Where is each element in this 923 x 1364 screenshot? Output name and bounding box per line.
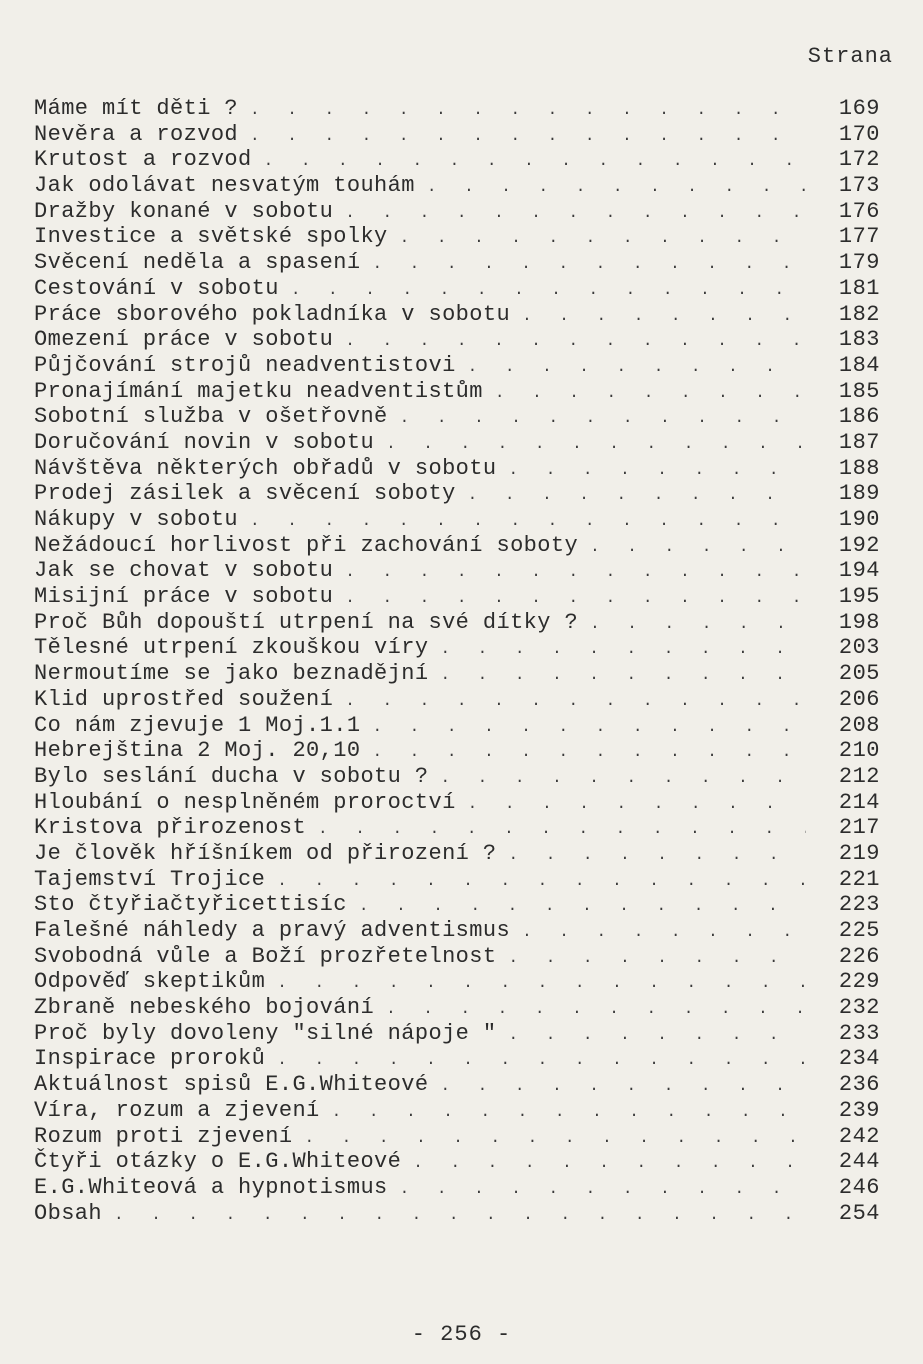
dot-leader <box>590 535 806 560</box>
dot-leader <box>345 586 806 611</box>
toc-entry-page: 233 <box>838 1020 880 1046</box>
dot-leader <box>250 124 806 149</box>
toc-entry <box>34 302 880 328</box>
toc-entry-title: Hloubání o nesplněném proroctví <box>34 789 456 815</box>
toc-entry-title: Cestování v sobotu <box>34 275 279 301</box>
toc-entry-title: Sto čtyřiačtyřicettisíc <box>34 892 347 918</box>
dot-leader <box>250 98 806 123</box>
dot-leader <box>332 1100 806 1125</box>
toc-entry-page: 232 <box>838 995 880 1021</box>
toc-entry <box>34 250 880 276</box>
toc-entry-page: 192 <box>838 532 880 558</box>
toc-entry-page: 203 <box>838 635 880 661</box>
toc-entry <box>34 533 880 559</box>
dot-leader <box>250 509 806 534</box>
toc-entry-title: Rozum proti zjevení <box>34 1123 293 1149</box>
toc-entry <box>34 558 880 584</box>
toc-entry-title: Nevěra a rozvod <box>34 121 239 147</box>
toc-entry-title: E.G.Whiteová a hypnotismus <box>34 1174 388 1200</box>
dot-leader <box>345 560 806 585</box>
toc-entry <box>34 790 880 816</box>
dot-leader <box>345 329 806 354</box>
toc-entry-title: Investice a světské spolky <box>34 224 388 250</box>
toc-entry-title: Nákupy v sobotu <box>34 507 239 532</box>
toc-entry-title: Proč Bůh dopouští utrpení na své dítky ? <box>34 609 579 635</box>
dot-leader <box>400 406 806 431</box>
toc-entry <box>34 404 880 430</box>
toc-entry-page: 219 <box>838 840 880 866</box>
toc-entry <box>34 815 880 841</box>
toc-entry-title: Inspirace proroků <box>34 1046 266 1072</box>
toc-entry-page: 217 <box>838 815 880 841</box>
dot-leader <box>440 766 806 791</box>
toc-entry-page: 189 <box>838 481 880 507</box>
toc-entry-page: 179 <box>838 250 880 276</box>
toc-entry-title: Pronajímání majetku neadventistům <box>34 378 483 404</box>
toc-entry-page: 221 <box>838 866 880 892</box>
toc-entry-title: Nežádoucí horlivost při zachování soboty <box>34 532 579 558</box>
toc-entry <box>34 147 880 173</box>
dot-leader <box>264 149 806 174</box>
toc-entry <box>34 224 880 250</box>
dot-leader <box>400 1177 806 1202</box>
toc-entry-page: 210 <box>838 738 880 764</box>
toc-entry-page: 205 <box>838 661 880 687</box>
toc-entry <box>34 918 880 944</box>
toc-entry-title: Půjčování strojů neadventistovi <box>34 352 456 378</box>
toc-entry-title: Falešné náhledy a pravý adventismus <box>34 918 511 943</box>
toc-entry <box>34 430 880 456</box>
toc-entry-title: Je člověk hříšníkem od přirození ? <box>34 840 497 866</box>
toc-entry-page: 239 <box>838 1097 880 1123</box>
dot-leader <box>508 458 806 483</box>
toc-entry-title: Víra, rozum a zjevení <box>34 1097 320 1123</box>
dot-leader <box>468 355 806 380</box>
toc-entry <box>34 456 880 482</box>
toc-entry <box>34 353 880 379</box>
toc-entry-page: 223 <box>838 892 880 918</box>
toc-entry <box>34 661 880 687</box>
toc-entry-page: 187 <box>838 429 880 455</box>
toc-entry-title: Misijní práce v sobotu <box>34 584 334 610</box>
toc-entry <box>34 173 880 199</box>
dot-leader <box>495 381 806 406</box>
dot-leader <box>508 1023 806 1048</box>
toc-entry-title: Proč byly dovoleny "silné nápoje " <box>34 1020 497 1046</box>
toc-entry <box>34 687 880 713</box>
dot-leader <box>114 1203 806 1228</box>
page-number-footer: - 256 - <box>411 1322 512 1347</box>
dot-leader <box>277 971 806 996</box>
toc-entry-page: 170 <box>838 121 880 147</box>
toc-entry <box>34 610 880 636</box>
toc-entry-title: Čtyři otázky o E.G.Whiteové <box>34 1149 402 1175</box>
toc-entry-page: 246 <box>838 1174 880 1200</box>
toc-entry-page: 208 <box>838 712 880 738</box>
toc-entry <box>34 635 880 661</box>
toc-entry <box>34 764 880 790</box>
toc-entry-page: 176 <box>838 198 880 224</box>
toc-entry <box>34 122 880 148</box>
dot-leader <box>440 663 806 688</box>
toc-entry-page: 173 <box>838 173 880 199</box>
dot-leader <box>522 304 806 329</box>
dot-leader <box>318 817 806 842</box>
dot-leader <box>386 432 806 457</box>
toc-entry <box>34 841 880 867</box>
toc-entry <box>34 892 880 918</box>
toc-entry-page: 169 <box>838 96 880 121</box>
dot-leader <box>345 689 806 714</box>
toc-entry-page: 244 <box>838 1149 880 1175</box>
toc-entry-title: Krutost a rozvod <box>34 147 252 173</box>
toc-entry-page: 184 <box>838 352 880 378</box>
toc-entry-page: 212 <box>838 763 880 789</box>
toc-entry <box>34 944 880 970</box>
toc-entry-title: Prodej zásilek a svěcení soboty <box>34 481 456 507</box>
toc-entry-page: 229 <box>838 969 880 995</box>
dot-leader <box>304 1126 806 1151</box>
toc-entry-title: Tajemství Trojice <box>34 866 266 892</box>
toc-entry-title: Kristova přirozenost <box>34 815 307 841</box>
toc-entry-page: 188 <box>838 455 880 481</box>
toc-entry-page: 254 <box>838 1200 880 1226</box>
column-header-strana: Strana <box>807 44 893 69</box>
toc-entry <box>34 276 880 302</box>
toc-entry <box>34 1021 880 1047</box>
dot-leader <box>345 201 806 226</box>
dot-leader <box>372 740 806 765</box>
toc-entry-page: 182 <box>838 301 880 327</box>
toc-entry-title: Práce sborového pokladníka v sobotu <box>34 301 511 327</box>
toc-entry-page: 242 <box>838 1123 880 1149</box>
toc-entry <box>34 738 880 764</box>
toc-entry <box>34 969 880 995</box>
toc-entry <box>34 713 880 739</box>
toc-entry-title: Návštěva některých obřadů v sobotu <box>34 455 497 481</box>
dot-leader <box>522 920 806 945</box>
toc-entry-title: Jak se chovat v sobotu <box>34 558 334 584</box>
toc-entry <box>34 199 880 225</box>
toc-entry-title: Omezení práce v sobotu <box>34 327 334 353</box>
toc-entry-page: 214 <box>838 789 880 815</box>
toc-entry <box>34 379 880 405</box>
toc-entry-page: 234 <box>838 1046 880 1072</box>
dot-leader <box>291 278 806 303</box>
toc-entry-title: Odpověď skeptikům <box>34 969 266 995</box>
toc-entry-page: 206 <box>838 686 880 712</box>
toc-entry-page: 183 <box>838 327 880 353</box>
toc-entry-title: Máme mít děti ? <box>34 96 239 121</box>
dot-leader <box>400 226 806 251</box>
dot-leader <box>277 1048 806 1073</box>
dot-leader <box>372 715 806 740</box>
toc-entry <box>34 867 880 893</box>
toc-entry-title: Aktuálnost spisů E.G.Whiteové <box>34 1072 429 1098</box>
table-of-contents <box>34 96 880 1226</box>
dot-leader <box>468 792 806 817</box>
toc-entry-page: 177 <box>838 224 880 250</box>
toc-entry <box>34 584 880 610</box>
toc-entry-title: Bylo seslání ducha v sobotu ? <box>34 763 429 789</box>
toc-entry-title: Svěcení neděla a spasení <box>34 250 361 276</box>
dot-leader <box>372 252 806 277</box>
toc-entry <box>34 507 880 533</box>
toc-entry-title: Zbraně nebeského bojování <box>34 995 375 1021</box>
toc-entry-page: 226 <box>838 943 880 969</box>
toc-entry-page: 186 <box>838 404 880 430</box>
toc-entry-title: Co nám zjevuje 1 Moj.1.1 <box>34 712 361 738</box>
toc-entry <box>34 1149 880 1175</box>
toc-entry-title: Hebrejština 2 Moj. 20,10 <box>34 738 361 764</box>
dot-leader <box>277 869 806 894</box>
dot-leader <box>508 843 806 868</box>
dot-leader <box>413 1151 806 1176</box>
toc-entry <box>34 1098 880 1124</box>
toc-entry-title: Jak odolávat nesvatým touhám <box>34 173 415 199</box>
toc-entry-page: 198 <box>838 609 880 635</box>
dot-leader <box>508 946 806 971</box>
toc-entry <box>34 1072 880 1098</box>
toc-entry-title: Doručování novin v sobotu <box>34 429 375 455</box>
toc-entry-page: 194 <box>838 558 880 584</box>
dot-leader <box>440 637 806 662</box>
toc-entry-title: Sobotní služba v ošetřovně <box>34 404 388 430</box>
toc-entry-title: Obsah <box>34 1200 103 1226</box>
toc-entry-page: 195 <box>838 584 880 610</box>
toc-entry-page: 181 <box>838 275 880 301</box>
dot-leader <box>359 894 806 919</box>
toc-entry-title: Klid uprostřed soužení <box>34 686 334 712</box>
toc-entry <box>34 1124 880 1150</box>
toc-entry-page: 185 <box>838 378 880 404</box>
toc-entry <box>34 1046 880 1072</box>
toc-entry-title: Svobodná vůle a Boží prozřetelnost <box>34 943 497 969</box>
toc-entry <box>34 1175 880 1201</box>
toc-entry <box>34 96 880 122</box>
toc-entry-title: Nermoutíme se jako beznadějní <box>34 661 429 687</box>
dot-leader <box>590 612 806 637</box>
toc-entry-page: 172 <box>838 147 880 173</box>
dot-leader <box>386 997 806 1022</box>
toc-entry <box>34 995 880 1021</box>
toc-entry-title: Tělesné utrpení zkouškou víry <box>34 635 429 661</box>
toc-entry-page: 190 <box>838 507 880 532</box>
toc-entry <box>34 327 880 353</box>
toc-entry-page: 225 <box>838 918 880 943</box>
toc-entry <box>34 481 880 507</box>
toc-entry-title: Dražby konané v sobotu <box>34 198 334 224</box>
toc-entry <box>34 1201 880 1227</box>
dot-leader <box>427 175 806 200</box>
dot-leader <box>440 1074 806 1099</box>
toc-entry-page: 236 <box>838 1072 880 1098</box>
dot-leader <box>468 483 806 508</box>
